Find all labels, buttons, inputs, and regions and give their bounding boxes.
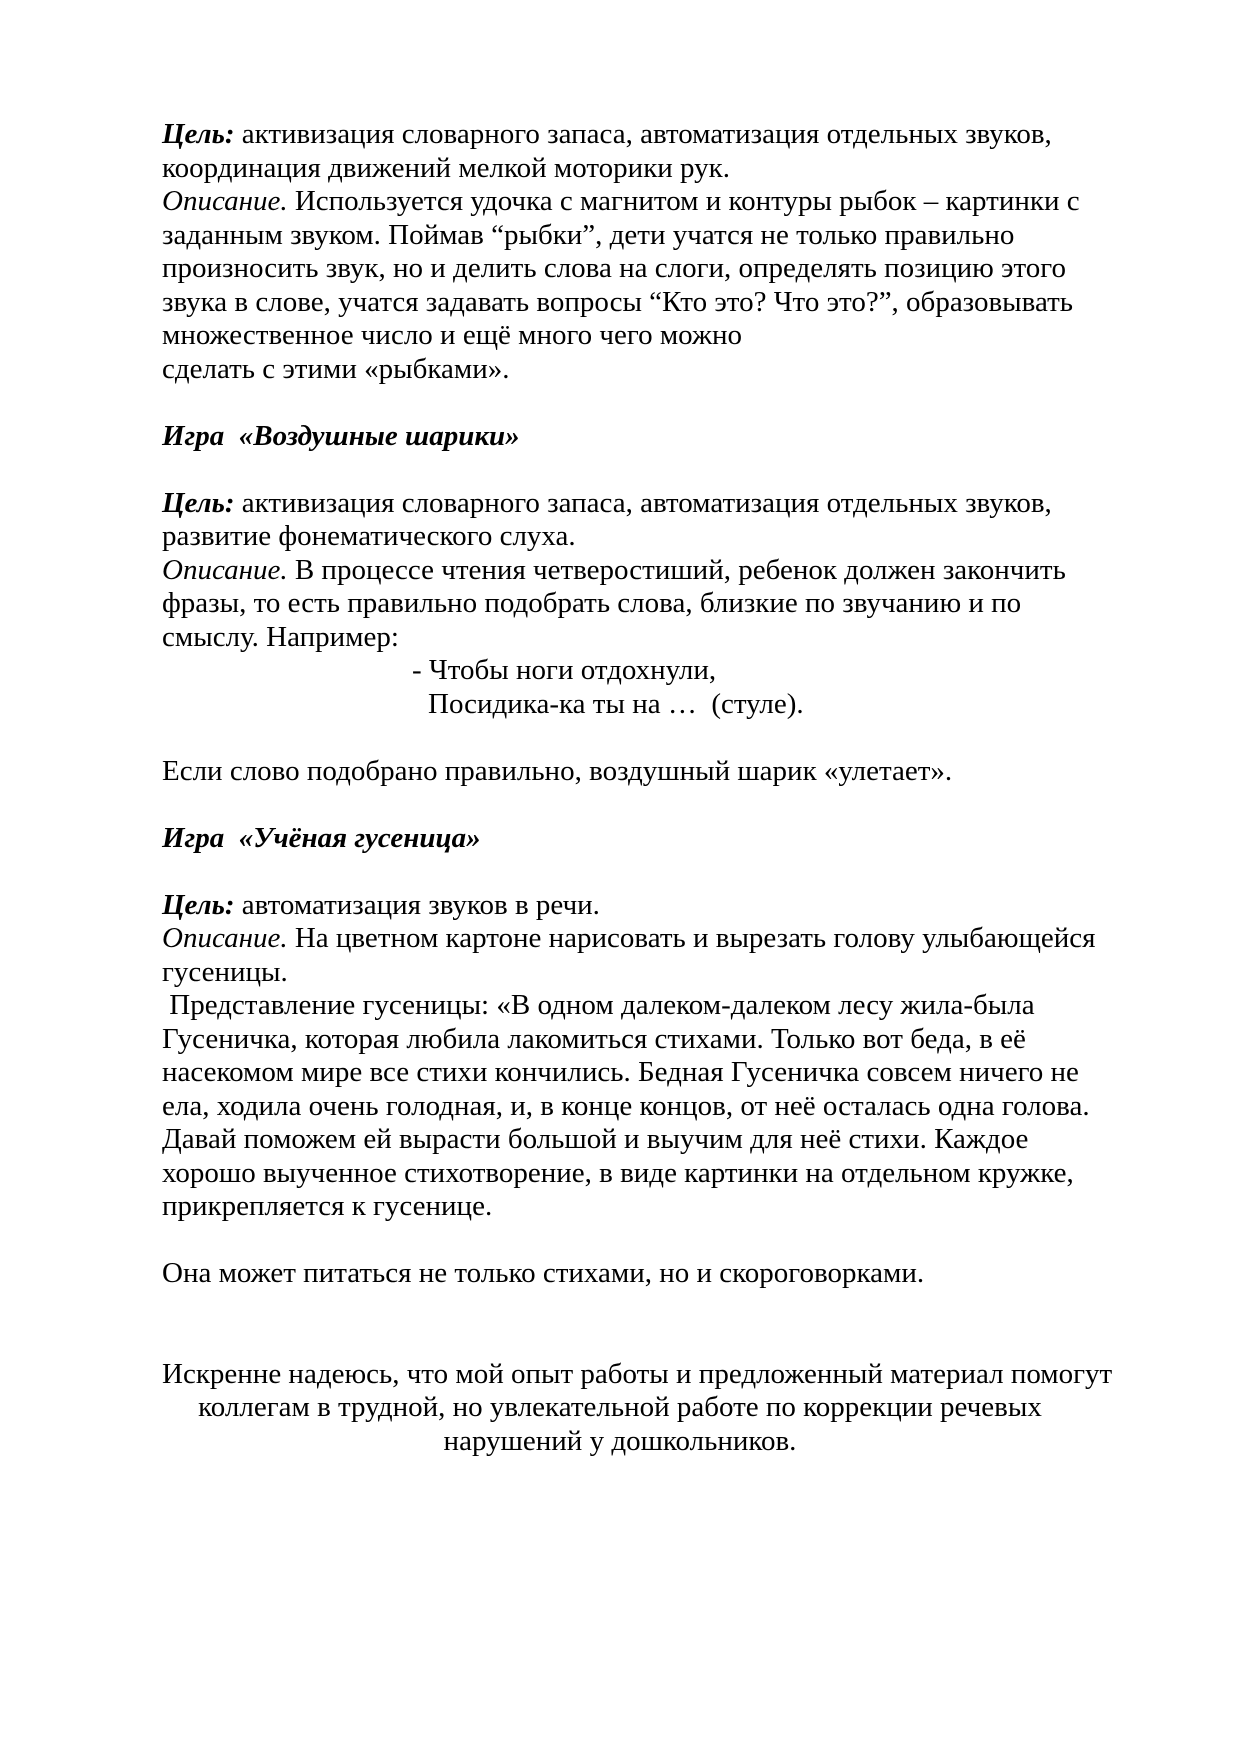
text-line [162, 520, 1078, 554]
blank-line [162, 453, 1078, 487]
text-run: сделать с этими «рыбками». [162, 352, 510, 385]
goal-label: Цель: [162, 888, 235, 921]
verse-line [162, 654, 1078, 688]
text-run: координация движений мелкой моторики рук. [162, 151, 731, 184]
text-line [162, 1123, 1078, 1157]
description-label: Описание. [162, 185, 288, 217]
text-run: Она может питаться не только стихами, но и скороговорками. [162, 1257, 925, 1289]
text-line [162, 487, 1078, 521]
text-line [162, 118, 1078, 152]
text-run: Посидика-ка ты на … (стуле). [428, 687, 804, 720]
text-line [162, 1257, 1078, 1291]
document-body [162, 118, 1113, 1458]
blank-line [162, 721, 1078, 755]
text-run: произносить звук, но и делить слова на слоги, определять позицию этого [162, 252, 1066, 284]
text-run: Используется удочка с магнитом и контуры рыбок – картинки с [287, 185, 1080, 217]
text-line [162, 252, 1078, 286]
text-line [162, 989, 1078, 1023]
text-run: заданным звуком. Поймав “рыбки”, дети учатся не только правильно [162, 218, 1015, 251]
text-line [162, 922, 1096, 956]
goal-label: Цель: [162, 118, 235, 150]
text-run: В процессе чтения четверостиший, ребенок должен закончить [287, 553, 1066, 586]
text-run: множественное число и ещё много чего можно [162, 319, 742, 351]
text-run: фразы, то есть правильно подобрать слова, близкие по звучанию и по [162, 587, 1022, 619]
text-run: Искренне надеюсь, что мой опыт работы и предложенный материал помогут [162, 1357, 1113, 1390]
text-run: Если слово подобрано правильно, воздушный шарик «улетает». [162, 754, 953, 787]
text-run: хорошо выученное стихотворение, в виде картинки на отдельном кружке, [162, 1156, 1074, 1189]
text-run: смыслу. Например: [162, 620, 399, 653]
text-line [162, 889, 1078, 923]
text-line [162, 1089, 1090, 1124]
text-line [162, 587, 1078, 621]
text-line [162, 1023, 1078, 1057]
blank-line [162, 1291, 1078, 1325]
text-run: активизация словарного запаса, автоматизация отдельных звуков, [234, 118, 1052, 150]
text-run: автоматизация звуков в речи. [234, 888, 600, 921]
text-run: насекомом мире все стихи кончились. Бедная Гусеничка совсем ничего не [162, 1056, 1079, 1088]
blank-line [162, 1324, 1078, 1358]
text-run: Гусеничка, которая любила лакомиться стихами. Только вот беда, в её [162, 1022, 1026, 1055]
blank-line [162, 788, 1078, 822]
text-line [162, 152, 1078, 186]
text-line [162, 319, 1078, 353]
text-line [162, 554, 1078, 588]
closing-line [162, 1391, 1078, 1425]
text-run: - Чтобы ноги отдохнули, [412, 654, 717, 686]
text-run: гусеницы. [162, 955, 288, 988]
text-line [162, 219, 1078, 253]
text-run: Игра «Учёная гусеница» [162, 821, 481, 854]
text-run: нарушений у дошкольников. [443, 1424, 797, 1457]
text-line [162, 956, 1078, 990]
closing-line [162, 1357, 1113, 1392]
text-run: прикрепляется к гусенице. [162, 1190, 493, 1222]
closing-line [162, 1425, 1078, 1459]
blank-line [162, 386, 1078, 420]
verse-line [162, 688, 1078, 722]
blank-line [162, 1224, 1078, 1258]
text-run: коллегам в трудной, но увлекательной работе по коррекции речевых [198, 1391, 1042, 1423]
description-label: Описание. [162, 922, 288, 954]
text-line [162, 1157, 1078, 1191]
text-run: звука в слове, учатся задавать вопросы “Кто это? Что это?”, образовывать [162, 285, 1073, 318]
text-run: На цветном картоне нарисовать и вырезать голову улыбающейся [287, 922, 1096, 954]
text-line [162, 621, 1078, 655]
text-line [162, 286, 1078, 320]
goal-label: Цель: [162, 486, 235, 519]
game-title-balloons [162, 420, 1078, 454]
text-line [162, 353, 1078, 387]
text-run: Давай поможем ей вырасти большой и выучим для неё стихи. Каждое [162, 1123, 1029, 1155]
text-run: ела, ходила очень голодная, и, в конце концов, от неё осталась одна голова. [162, 1089, 1090, 1122]
game-title-caterpillar [162, 822, 1078, 856]
text-run: развитие фонематического слуха. [162, 520, 576, 552]
blank-line [162, 855, 1078, 889]
description-label: Описание. [162, 553, 288, 586]
text-run: активизация словарного запаса, автоматизация отдельных звуков, [234, 486, 1052, 519]
text-line [162, 185, 1078, 219]
text-line [162, 1056, 1078, 1090]
text-line [162, 1190, 1078, 1224]
text-line [162, 755, 1078, 789]
text-run: Игра «Воздушные шарики» [162, 419, 520, 452]
text-run: Представление гусеницы: «В одном далеком-далеком лесу жила-была [162, 989, 1035, 1021]
